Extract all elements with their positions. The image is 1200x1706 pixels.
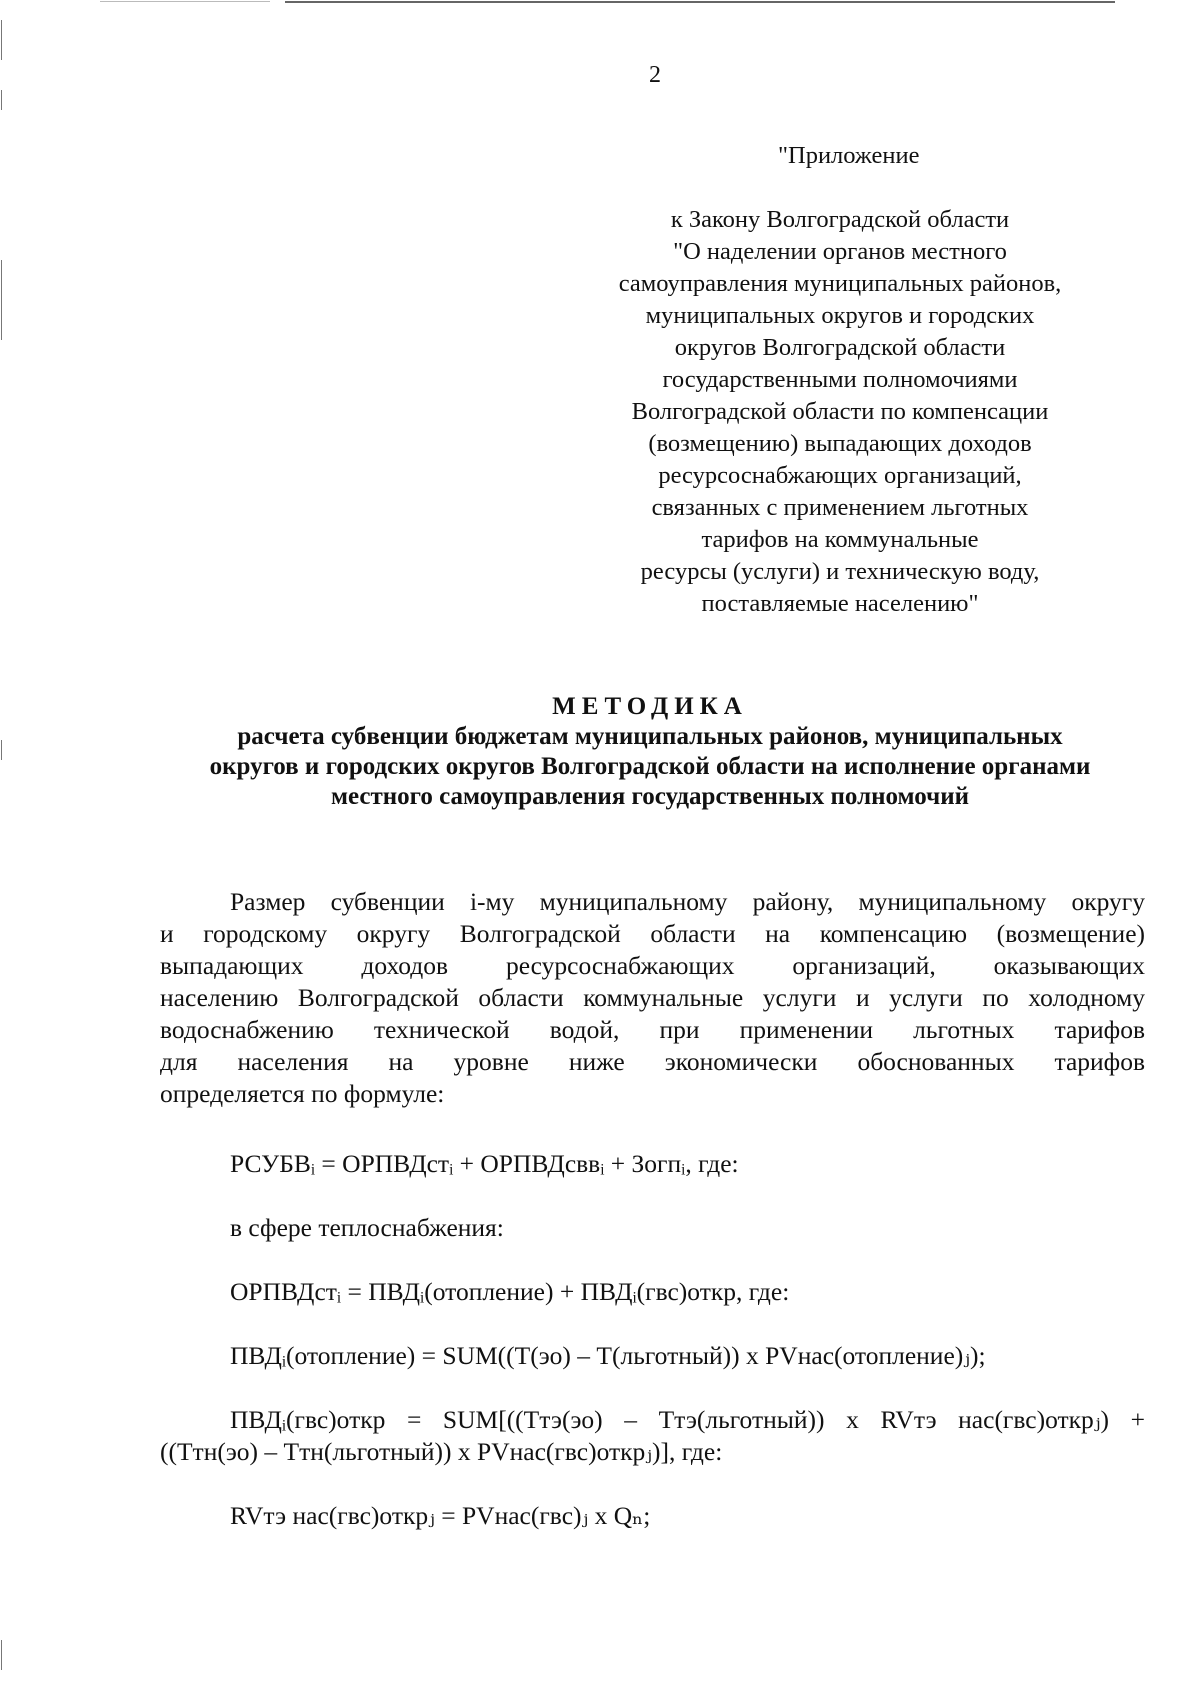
appendix-line: ресурсоснабжающих организаций, [658,462,1022,489]
appendix-line: муниципальных округов и городских [645,302,1035,329]
scan-top-edge [0,0,1200,6]
paragraph-line: выпадающих доходов ресурсоснабжающих организаций, оказывающих [160,951,1145,980]
appendix-line: округов Волгоградской области [674,334,1006,361]
appendix-line: (возмещению) выпадающих доходов [648,430,1032,457]
methodology-heading [150,692,1150,812]
page-number: 2 [649,62,661,88]
paragraph-line: и городскому округу Волгоградской области на компенсацию (возмещение) [160,919,1145,948]
formula-thermal-volume: RVтэ нас(гвс)открⱼ = PVнас(гвс)ⱼ х Qₙ; [230,1501,651,1530]
scan-left-edge [0,0,3,1706]
appendix-line: к Закону Волгоградской области [670,206,1010,233]
methodology-subtitle-line: округов и городских округов Волгоградской области на исполнение органами [209,753,1091,780]
methodology-subtitle-line: местного самоуправления государственных полномочий [330,783,970,810]
appendix-reference [560,204,1120,620]
appendix-line: Волгоградской области по компенсации [631,398,1049,425]
appendix-line: государственными полномочиями [662,366,1018,393]
appendix-title: "Приложение [778,142,920,169]
paragraph-line: определяется по формуле: [160,1079,445,1108]
appendix-line: тарифов на коммунальные [701,526,979,553]
paragraph-line: водоснабжению технической водой, при применении льготных тарифов [160,1015,1145,1044]
formula-total-subvention: РСУБВᵢ = ОРПВДстᵢ + ОРПВДсввᵢ + Зогпᵢ, где: [230,1149,739,1178]
formula-heating: ПВДᵢ(отопление) = SUM((Т(эо) – Т(льготный)) х PVнас(отопление)ⱼ); [230,1341,986,1370]
heat-supply-label: в сфере теплоснабжения: [230,1213,504,1242]
paragraph-line: для населения на уровне ниже экономически обоснованных тарифов [160,1047,1145,1076]
methodology-subtitle-line: расчета субвенции бюджетам муниципальных районов, муниципальных [237,723,1063,750]
appendix-block [560,140,1120,620]
formula-hot-water-line: ПВДᵢ(гвс)откр = SUM[((Ттэ(эо) – Ттэ(льготный)) х RVтэ нас(гвс)открⱼ) + [230,1405,1145,1434]
methodology-title: МЕТОДИКА [552,693,748,720]
paragraph-line: населению Волгоградской области коммунальные услуги и услуги по холодному [160,983,1145,1012]
formula-heat-supply: ОРПВДстᵢ = ПВДᵢ(отопление) + ПВДᵢ(гвс)откр, где: [230,1277,790,1306]
subvention-paragraph [160,886,1145,1110]
paragraph-line: Размер субвенции i-му муниципальному району, муниципальному округу [230,887,1145,916]
appendix-line: "О наделении органов местного [673,238,1007,265]
formula-hot-water-line: ((Ттн(эо) – Ттн(льготный)) х PVнас(гвс)открⱼ)], где: [160,1437,723,1466]
appendix-line: ресурсы (услуги) и техническую воду, [640,558,1040,585]
appendix-line: поставляемые населению" [701,590,979,617]
appendix-line: связанных с применением льготных [651,494,1029,521]
formula-hot-water [160,1404,1145,1468]
appendix-line: самоуправления муниципальных районов, [618,270,1062,297]
